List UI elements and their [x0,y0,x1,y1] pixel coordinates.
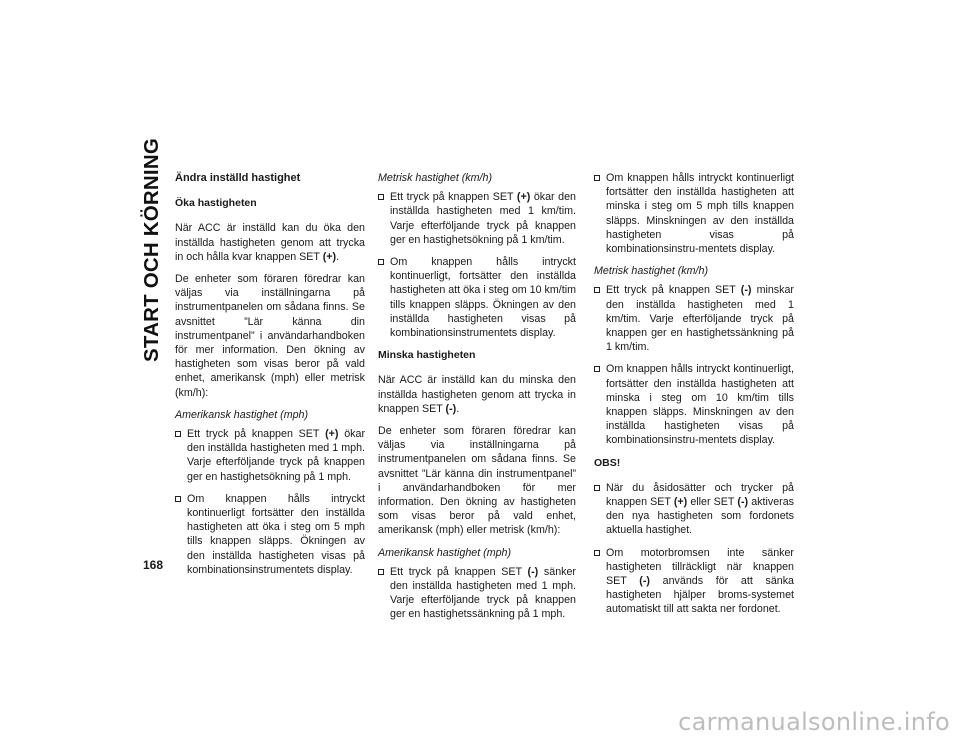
column-3 [594,171,794,625]
bullet-list [594,283,794,447]
italic-heading-kmh: Metrisk hastighet (km/h) [594,265,709,278]
checkbox-bullet-icon [175,496,181,502]
section-tab [138,138,166,362]
list-item: Ett tryck på knappen SET (-) minskar den inställda hastigheten med 1 km/tim. Varje efterföljande tryck på knappen ger en hastighetssänkning på 1 km/tim. [594,283,794,354]
italic-heading-mph: Amerikansk hastighet (mph) [378,546,512,559]
bullet-list [378,190,576,340]
list-item: Om knappen hålls intryckt kontinuerligt fortsätter den inställda hastigheten att öka i steg om 5 mph tills knappen släpps. Ökningen av den inställda hastigheten visas på kombinationsinstrumentets display. [175,492,365,577]
page-number: 168 [143,558,164,572]
paragraph: De enheter som föraren föredrar kan väljas via inställningarna på instrumentpanelen om sådana finns. Se avsnittet ”Lär känna din instrumentpanel” i användarhandboken för mer information. Den ökning av hastigheten som visas beror på vald enhet, amerikansk (mph) eller metrisk (km/h): [378,425,576,537]
list-item: Ett tryck på knappen SET (-) sänker den inställda hastigheten med 1 mph. Varje efterföljande tryck på knappen ger en hastighetssänkning på 1 mph. [378,565,576,622]
checkbox-bullet-icon [175,431,181,437]
checkbox-bullet-icon [594,366,600,372]
section-tab-label: START OCH KÖRNING [140,138,163,362]
subheading-decrease: Minska hastigheten [378,349,476,362]
checkbox-bullet-icon [594,485,600,491]
bullet-list [378,565,576,622]
italic-heading-mph: Amerikansk hastighet (mph) [175,408,309,421]
note-heading: OBS! [594,456,621,469]
list-item: Ett tryck på knappen SET (+) ökar den inställda hastigheten med 1 mph. Varje efterföljande tryck på knappen ger en hastighetsökning på 1 mph. [175,427,365,484]
note-list [594,481,794,617]
list-item: När du åsidosätter och trycker på knappen SET (+) eller SET (-) aktiveras den nya hastigheten som fordonets aktuella hastighet. [594,481,794,538]
column-1 [175,171,365,585]
checkbox-bullet-icon [378,194,384,200]
paragraph: När ACC är inställd kan du öka den inställda hastigheten genom att trycka in och hålla kvar knappen SET (+). [175,222,365,263]
watermark: carmanualsonline.info [678,708,950,736]
section-heading: Ändra inställd hastighet [175,172,301,184]
italic-heading-kmh: Metrisk hastighet (km/h) [378,172,493,184]
list-item: Ett tryck på knappen SET (+) ökar den inställda hastigheten med 1 km/tim. Varje efterföljande tryck på knappen ger en hastighetsökning på 1 km/tim. [378,190,576,247]
bullet-list [594,171,794,256]
list-item: Om knappen hålls intryckt kontinuerligt fortsätter den inställda hastigheten att minska i steg om 5 mph tills knappen släpps. Minskningen av den inställda hastigheten visas på kombinationsinstru-mentets display. [594,171,794,256]
minus-key: (-) [445,402,457,415]
plus-key: (+) [322,250,337,263]
list-item: Om knappen hålls intryckt kontinuerligt, fortsätter den inställda hastigheten att minska i steg om 10 km/tim tills knappen släpps. Minskningen av den inställda hastigheten visas på kombinationsinstru-mentets display. [594,362,794,447]
checkbox-bullet-icon [378,569,384,575]
paragraph: När ACC är inställd kan du minska den inställda hastigheten genom att trycka in knappen SET (-). [378,374,576,415]
bullet-list [175,427,365,577]
list-item: Om knappen hålls intryckt kontinuerligt, fortsätter den inställda hastigheten att öka i steg om 10 km/tim tills knappen släpps. Ökningen av den inställda hastigheten visas på kombinationsinstrumentets display. [378,255,576,340]
checkbox-bullet-icon [594,287,600,293]
column-2 [378,171,576,630]
list-item: Om motorbromsen inte sänker hastigheten tillräckligt när knappen SET (-) används för att sänka hastigheten hjälper broms-systemet automatiskt till att sakta ner fordonet. [594,546,794,617]
checkbox-bullet-icon [594,175,600,181]
checkbox-bullet-icon [378,259,384,265]
subheading-increase: Öka hastigheten [175,197,257,210]
paragraph: De enheter som föraren föredrar kan väljas via inställningarna på instrumentpanelen om sådana finns. Se avsnittet ”Lär känna din instrumentpanel” i användarhandboken för mer information. Den ökning av hastigheten som visas beror på vald enhet, amerikansk (mph) eller metrisk (km/h): [175,273,365,399]
checkbox-bullet-icon [594,550,600,556]
